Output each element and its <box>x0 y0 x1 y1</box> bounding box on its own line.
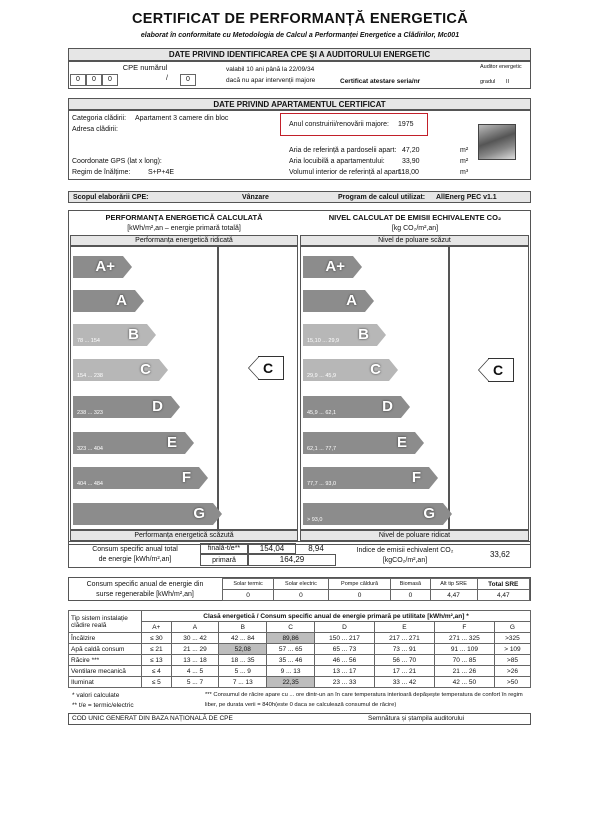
utility-class-range: 9 ... 13 <box>267 666 315 677</box>
emission-value: 33,62 <box>489 550 511 559</box>
utility-name: Apă caldă consum <box>69 644 142 655</box>
left-scale-bar <box>73 432 185 454</box>
utility-class-range: 13 ... 18 <box>171 655 219 666</box>
right-class-indicator <box>478 358 514 382</box>
utility-class-range: 5 ... 7 <box>171 677 219 688</box>
left-scale-bar <box>73 324 147 346</box>
left-scale-letter: E <box>166 434 177 451</box>
primary-value: 164,29 <box>279 555 305 564</box>
utility-class-range: 7 ... 13 <box>219 677 267 688</box>
consumption-label: Consum specific anual total <box>92 546 178 553</box>
auditor-label: Auditor energetic <box>480 64 522 70</box>
left-scale-letter: B <box>128 326 139 343</box>
utility-name: Iluminat <box>69 677 142 688</box>
valid-until: valabil 10 ani până la 22/09/34 <box>226 66 315 73</box>
utility-class-range: 70 ... 85 <box>434 655 494 666</box>
unit: m² <box>460 147 469 154</box>
left-scale-range: 404 ... 484 <box>77 481 103 487</box>
note-te: ** t/e = termic/electric <box>72 702 134 709</box>
consumption-label-2: de energie [kWh/m²,an] <box>98 556 172 563</box>
class-letter-header: D <box>314 622 374 633</box>
left-scale-range: 78 ... 154 <box>77 338 100 344</box>
primary-label: primară <box>212 557 236 564</box>
utility-class-range: 42 ... 84 <box>219 633 267 644</box>
left-scale-bar <box>73 359 159 381</box>
utility-class-range: ≤ 30 <box>142 633 172 644</box>
class-letter-header: E <box>374 622 434 633</box>
utility-class-range: 217 ... 271 <box>374 633 434 644</box>
utility-row <box>69 644 531 655</box>
left-scale-letter: C <box>140 361 151 378</box>
utility-class-range: >325 <box>494 633 530 644</box>
left-scale-range: 323 ... 404 <box>77 446 103 452</box>
cpe-number-label: CPE numărul <box>122 63 168 72</box>
system-type-line1: Tip sistem instalație <box>71 614 128 622</box>
height-value: S+P+4E <box>148 169 175 176</box>
right-scale-range: 29,9 ... 45,9 <box>307 373 337 379</box>
renewable-header: Biomasă <box>391 579 430 590</box>
left-scale-letter: F <box>181 469 191 486</box>
perf-right-title: NIVEL CALCULAT DE EMISII ECHIVALENTE CO₂ <box>328 213 502 222</box>
utility-row <box>69 677 531 688</box>
emission-label: Indice de emisii echivalent CO₂ <box>356 547 454 554</box>
perf-left-class-area <box>218 246 298 530</box>
utility-class-range: 73 ... 91 <box>374 644 434 655</box>
utility-class-range: 23 ... 33 <box>314 677 374 688</box>
volume-value: 118,00 <box>398 169 419 176</box>
utility-actual-value: 52,08 <box>219 644 267 655</box>
right-scale-letter: A <box>346 292 357 309</box>
left-class-letter: C <box>263 360 274 376</box>
utility-class-range: 18 ... 35 <box>219 655 267 666</box>
unit: m² <box>460 158 469 165</box>
left-scale-bar <box>73 256 123 278</box>
perf-right-unit: [kg CO₂/m²,an] <box>391 225 439 232</box>
utility-class-range: 17 ... 21 <box>374 666 434 677</box>
utility-row <box>69 655 531 666</box>
utility-class-range: 150 ... 217 <box>314 633 374 644</box>
system-type-header <box>69 611 142 633</box>
utility-class-range: 35 ... 46 <box>267 655 315 666</box>
renewable-value: 0 <box>391 590 430 601</box>
renewable-table <box>222 578 530 601</box>
perf-right-class-area <box>449 246 529 530</box>
final-label: finală-t/e** <box>207 545 241 552</box>
class-letter-header: A <box>171 622 219 633</box>
utility-class-range: >85 <box>494 655 530 666</box>
utility-class-range: ≤ 13 <box>142 655 172 666</box>
cpe-digit: 0 <box>70 74 86 86</box>
program-label: Program de calcul utilizat: <box>338 194 426 201</box>
classes-title: Clasă energetică / Consum specific anual de energie primară pe utilitate [kWh/m²,an] * <box>142 611 531 622</box>
utility-row <box>69 666 531 677</box>
unique-code-label: COD UNIC GENERAT DIN BAZA NAȚIONALĂ DE CPE <box>72 715 233 722</box>
utility-class-range: 33 ... 42 <box>374 677 434 688</box>
right-scale-range: 45,9 ... 62,1 <box>307 410 337 416</box>
left-class-indicator <box>248 356 284 380</box>
right-scale-bar <box>303 256 353 278</box>
renewable-value: 0 <box>328 590 390 601</box>
volume-label: Volumul interior de referință al apart.: <box>289 169 404 176</box>
utility-class-range: 30 ... 42 <box>171 633 219 644</box>
renewable-label-2: surse regenerabile [kWh/m²,an] <box>96 591 194 598</box>
left-scale-letter: D <box>152 398 163 415</box>
renewable-value: 0 <box>223 590 274 601</box>
right-scale-letter: G <box>423 505 435 522</box>
utility-class-range: 21 ... 29 <box>171 644 219 655</box>
left-scale-letter: A+ <box>95 258 115 275</box>
area-ref-value: 47,20 <box>402 147 420 154</box>
right-scale-letter: E <box>396 434 407 451</box>
final-value-electric: 8,94 <box>308 544 324 553</box>
utility-name: Ventilare mecanică <box>69 666 142 677</box>
apartment-header: DATE PRIVIND APARTAMENTUL CERTIFICAT <box>68 98 531 110</box>
utility-class-range: 42 ... 50 <box>434 677 494 688</box>
right-scale-range: 15,10 ... 29,9 <box>307 338 340 344</box>
utility-class-range: > 109 <box>494 644 530 655</box>
renewable-value: 4,47 <box>430 590 477 601</box>
area-live-label: Aria locuibilă a apartamentului: <box>289 158 385 165</box>
category-label: Categoria clădirii: <box>72 115 127 122</box>
utility-class-range: ≤ 4 <box>142 666 172 677</box>
right-class-letter: C <box>493 362 504 378</box>
cpe-digit: 0 <box>180 74 196 86</box>
right-scale-bar <box>303 324 377 346</box>
renewable-value: 4,47 <box>477 590 529 601</box>
note-cooling-2: liber, pe durata verii = 840h(este 0 daca se calculează consumul de răcire) <box>205 702 397 708</box>
right-scale-range: 62,1 ... 77,7 <box>307 446 337 452</box>
utility-class-range: >50 <box>494 677 530 688</box>
renewable-value: 0 <box>274 590 329 601</box>
right-scale-range: 77,7 ... 93,0 <box>307 481 337 487</box>
utility-class-range: 65 ... 73 <box>314 644 374 655</box>
right-scale-bar <box>303 503 443 525</box>
area-ref-label: Aria de referință a pardoselii apart: <box>289 147 397 154</box>
utility-class-range: 21 ... 26 <box>434 666 494 677</box>
unit: m³ <box>460 169 469 176</box>
left-scale-range: 238 ... 323 <box>77 410 103 416</box>
area-live-value: 33,90 <box>402 158 420 165</box>
right-scale-bar <box>303 432 415 454</box>
utility-class-range: 57 ... 65 <box>267 644 315 655</box>
perf-right-bottom-label: Nivel de poluare ridicat <box>378 532 451 539</box>
class-letter-header: C <box>267 622 315 633</box>
identification-header: DATE PRIVIND IDENTIFICAREA CPE ȘI A AUDITORULUI ENERGETIC <box>68 48 531 61</box>
program-value: AllEnerg PEC v1.1 <box>436 194 497 201</box>
address-label: Adresa clădirii: <box>72 126 118 133</box>
perf-left-unit: [kWh/m²,an – energie primară totală] <box>127 225 241 232</box>
class-letter-header: A+ <box>142 622 172 633</box>
utility-class-range: >26 <box>494 666 530 677</box>
system-type-line2: clădire reală <box>71 621 107 629</box>
note-calculated: * valori calculate <box>72 692 120 699</box>
left-scale-bar <box>73 396 171 418</box>
right-scale-letter: F <box>411 469 421 486</box>
page-subtitle: elaborat în conformitate cu Metodologia de Calcul a Performanței Energetice a Clădirilor, Mc001 <box>140 32 460 39</box>
category-value: Apartament 3 camere din bloc <box>135 115 229 122</box>
cpe-digit: 0 <box>86 74 102 86</box>
utility-class-range: ≤ 21 <box>142 644 172 655</box>
utility-actual-value: 22,35 <box>267 677 315 688</box>
utility-class-range: 4 ... 5 <box>171 666 219 677</box>
utility-row <box>69 633 531 644</box>
cpe-digit: 0 <box>102 74 118 86</box>
renewable-header: Solar electric <box>274 579 329 590</box>
utility-actual-value: 89,86 <box>267 633 315 644</box>
certificate-label: Certificat atestare seria/nr <box>340 78 421 85</box>
utility-class-range: 46 ... 56 <box>314 655 374 666</box>
renewable-label: Consum specific anual de energie din <box>86 581 204 588</box>
page-title: CERTIFICAT DE PERFORMANȚĂ ENERGETICĂ <box>132 11 468 27</box>
valid-note: dacă nu apar intervenții majore <box>226 77 316 84</box>
left-scale-letter: A <box>116 292 127 309</box>
right-scale-bar <box>303 396 401 418</box>
utility-class-range: 91 ... 109 <box>434 644 494 655</box>
cpe-digit: / <box>166 75 168 82</box>
right-scale-letter: C <box>370 361 381 378</box>
emission-label-2: [kgCO₂/m²,an] <box>382 557 428 564</box>
perf-right-top-label: Nivel de poluare scăzut <box>378 237 451 244</box>
gps-label: Coordonate GPS (lat x long): <box>72 158 162 165</box>
renewable-header: Pompe căldură <box>328 579 390 590</box>
utility-class-range: 5 ... 9 <box>219 666 267 677</box>
left-scale-bar <box>73 290 135 312</box>
right-scale-bar <box>303 290 365 312</box>
final-value: 154,04 <box>259 544 285 553</box>
class-letter-header: B <box>219 622 267 633</box>
left-scale-range: 154 ... 238 <box>77 373 103 379</box>
left-scale-bar <box>73 467 199 489</box>
right-scale-letter: A+ <box>325 258 345 275</box>
scope-label: Scopul elaborării CPE: <box>73 194 149 201</box>
right-scale-bar <box>303 359 389 381</box>
right-scale-bar <box>303 467 429 489</box>
grade-value: II <box>506 79 510 85</box>
utility-name: Răcire *** <box>69 655 142 666</box>
perf-left-bottom-label: Performanța energetică scăzută <box>134 532 234 539</box>
building-photo <box>478 124 516 160</box>
utility-name: Încălzire <box>69 633 142 644</box>
renewable-header: Total SRE <box>477 579 529 590</box>
class-letter-header: G <box>494 622 530 633</box>
right-scale-letter: D <box>382 398 393 415</box>
utility-classes-table <box>68 610 531 688</box>
perf-left-top-label: Performanța energetică ridicată <box>135 237 233 244</box>
year-value: 1975 <box>398 121 414 128</box>
right-scale-range: > 93,0 <box>307 517 323 523</box>
utility-class-range: ≤ 5 <box>142 677 172 688</box>
renewable-header: Solar termic <box>223 579 274 590</box>
utility-class-range: 13 ... 17 <box>314 666 374 677</box>
renewable-header: Alt tip SRE <box>430 579 477 590</box>
note-cooling: *** Consumul de răcire apare cu ... ore dintr-un an în care temperatura interioară depășește temperatura de confort în regim <box>205 692 523 698</box>
perf-left-title: PERFORMANȚA ENERGETICĂ CALCULATĂ <box>105 213 263 222</box>
utility-class-range: 56 ... 70 <box>374 655 434 666</box>
signature-label: Semnătura și ștampila auditorului <box>368 715 465 722</box>
left-scale-letter: G <box>193 505 205 522</box>
grade-label: gradul <box>480 79 496 85</box>
scope-value: Vânzare <box>242 194 269 201</box>
right-scale-letter: B <box>358 326 369 343</box>
utility-class-range: 271 ... 325 <box>434 633 494 644</box>
year-label: Anul construirii/renovării majore: <box>289 121 389 128</box>
class-letter-header: F <box>434 622 494 633</box>
height-label: Regim de înălțime: <box>72 169 131 176</box>
left-scale-bar <box>73 503 213 525</box>
